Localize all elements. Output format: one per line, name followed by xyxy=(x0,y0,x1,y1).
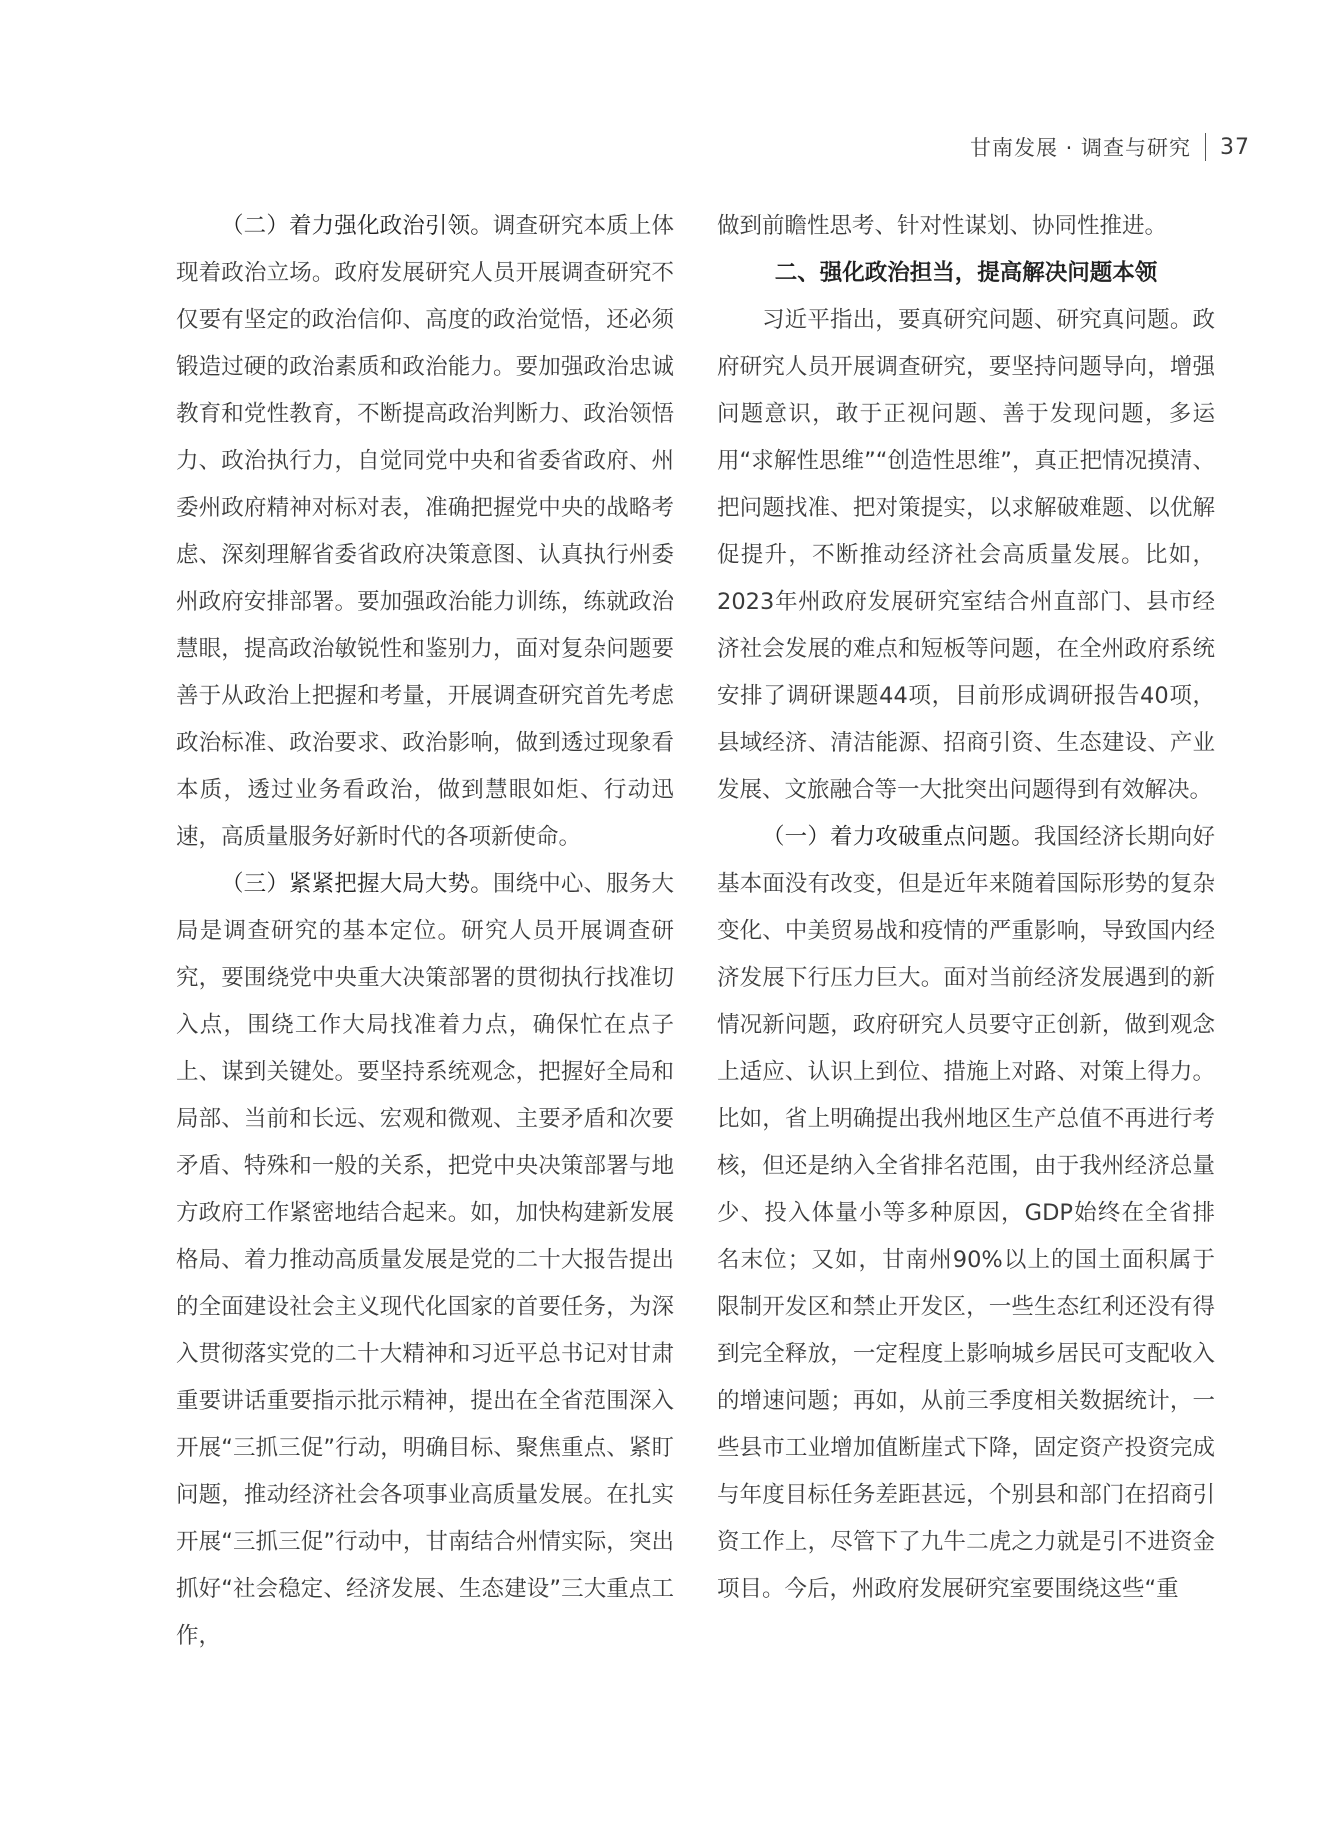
running-title: 甘南发展 · 调查与研究 xyxy=(969,136,1191,160)
right-column xyxy=(717,203,1215,1613)
paragraph-body: 我国经济长期向好基本面没有改变，但是近年来随着国际形势的复杂变化、中美贸易战和疫情的严重影响，导致国内经济发展下行压力巨大。面对当前经济发展遇到的新情况新问题，政府研究人员要守正创新，做到观念上适应、认识上到位、措施上对路、对策上得力。比如，省上明确提出我州地区生产总值不再进行考核，但还是纳入全省排名范围，由于我州经济总量少、投入体量小等多种原因，GDP始终在全省排名末位；又如，甘南州90%以上的国土面积属于限制开发区和禁止开发区，一些生态红利还没有得到完全释放，一定程度上影响城乡居民可支配收入的增速问题；再如，从前三季度相关数据统计，一些县市工业增加值断崖式下降，固定资产投资完成与年度目标任务差距甚远，个别县和部门在招商引资工作上，尽管下了九牛二虎之力就是引不进资金项目。今后，州政府发展研究室要围绕这些“重 xyxy=(717,824,1215,1602)
paragraph-political-guidance xyxy=(176,203,674,861)
paragraph-continued: 做到前瞻性思考、针对性谋划、协同性推进。 xyxy=(717,213,1168,239)
paragraph-problem-intro: 习近平指出，要真研究问题、研究真问题。政府研究人员开展调查研究，要坚持问题导向，增强问题意识，敢于正视问题、善于发现问题，多运用“求解性思维”“创造性思维”，真正把情况摸清、把问题找准、把对策提实，以求解破难题、以优解促提升，不断推动经济社会高质量发展。比如，2023年州政府发展研究室结合州直部门、县市经济社会发展的难点和短板等问题，在全州政府系统安排了调研课题44项，目前形成调研报告40项，县域经济、清洁能源、招商引资、生态建设、产业发展、文旅融合等一大批突出问题得到有效解决。 xyxy=(717,307,1215,803)
paragraph-key-problems xyxy=(717,814,1215,1613)
paragraph-body: 围绕中心、服务大局是调查研究的基本定位。研究人员开展调查研究，要围绕党中央重大决策部署的贯彻执行找准切入点，围绕工作大局找准着力点，确保忙在点子上、谋到关键处。要坚持系统观念，把握好全局和局部、当前和长远、宏观和微观、主要矛盾和次要矛盾、特殊和一般的关系，把党中央决策部署与地方政府工作紧密地结合起来。如，加快构建新发展格局、着力推动高质量发展是党的二十大报告提出的全面建设社会主义现代化国家的首要任务，为深入贯彻落实党的二十大精神和习近平总书记对甘肃重要讲话重要指示批示精神，提出在全省范围深入开展“三抓三促”行动，明确目标、聚焦重点、紧盯问题，推动经济社会各项事业高质量发展。在扎实开展“三抓三促”行动中，甘南结合州情实际，突出抓好“社会稳定、经济发展、生态建设”三大重点工作， xyxy=(176,871,674,1649)
running-header xyxy=(970,130,1250,164)
paragraph-body: 调查研究本质上体现着政治立场。政府发展研究人员开展调查研究不仅要有坚定的政治信仰、高度的政治觉悟，还必须锻造过硬的政治素质和政治能力。要加强政治忠诚教育和党性教育，不断提高政治判断力、政治领悟力、政治执行力，自觉同党中央和省委省政府、州委州政府精神对标对表，准确把握党中央的战略考虑、深刻理解省委省政府决策意图、认真执行州委州政府安排部署。要加强政治能力训练，练就政治慧眼，提高政治敏锐性和鉴别力，面对复杂问题要善于从政治上把握和考量，开展调查研究首先考虑政治标准、政治要求、政治影响，做到透过现象看本质，透过业务看政治，做到慧眼如炬、行动迅速，高质量服务好新时代的各项新使命。 xyxy=(176,213,674,850)
header-divider xyxy=(1205,133,1206,161)
paragraph-lead: （一）着力攻破重点问题。 xyxy=(762,824,1034,850)
section-heading: 二、强化政治担当，提高解决问题本领 xyxy=(774,260,1158,286)
left-column xyxy=(176,203,674,1660)
page-number: 37 xyxy=(1220,134,1250,160)
paragraph-lead: （二）着力强化政治引领。 xyxy=(221,213,493,239)
paragraph-lead: （三）紧紧把握大局大势。 xyxy=(221,871,493,897)
paragraph-overall-situation xyxy=(176,861,674,1660)
